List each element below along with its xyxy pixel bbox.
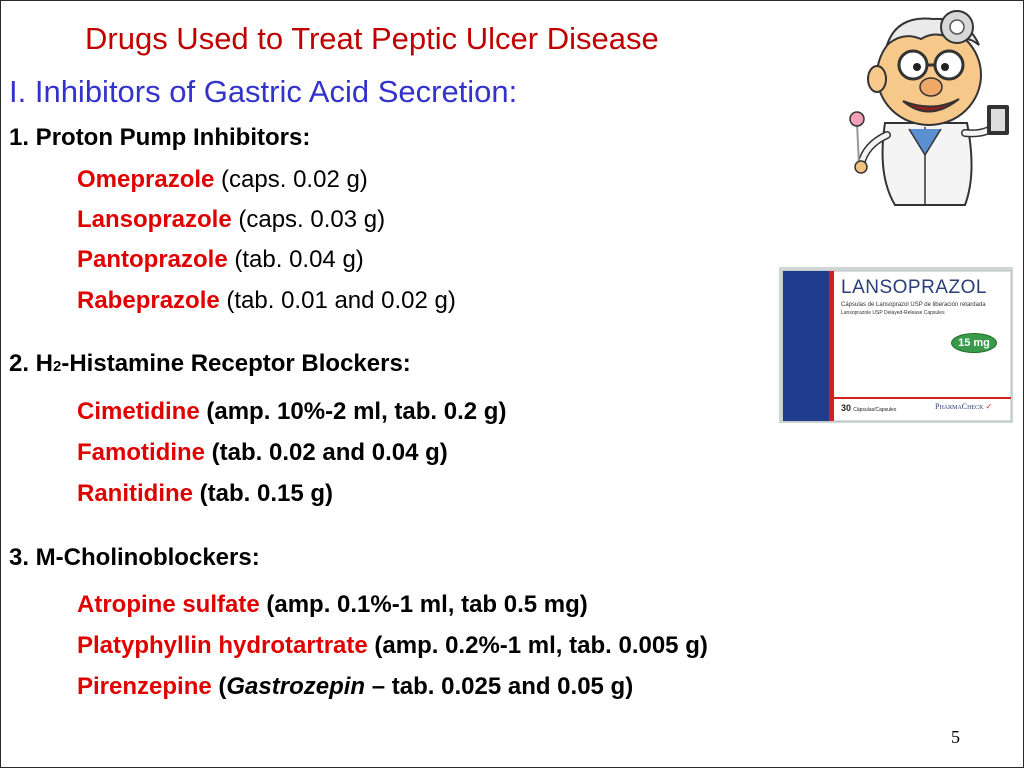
drug-item xyxy=(77,400,506,424)
drug-detail: (amp. 0.1%-1 ml, tab 0.5 mg) xyxy=(259,591,588,618)
drug-item xyxy=(77,675,633,699)
section-heading-h2 xyxy=(9,352,411,376)
drug-item xyxy=(77,593,588,617)
drug-item xyxy=(77,482,333,506)
drug-name: Famotidine xyxy=(77,439,206,466)
slide-subtitle: I. Inhibitors of Gastric Acid Secretion: xyxy=(9,74,518,109)
heading-text: -Histamine Receptor Blockers: xyxy=(61,350,411,377)
section-heading-m-cholino: 3. M-Cholinoblockers: xyxy=(9,544,260,571)
drug-brand: Gastrozepin xyxy=(226,673,366,700)
check-icon: ✓ xyxy=(985,402,993,411)
doctor-cartoon-illustration xyxy=(837,5,1017,211)
drug-detail-open: ( xyxy=(211,673,227,700)
drug-item xyxy=(77,248,364,272)
package-maker: PharmaCheck xyxy=(935,402,984,411)
heading-text: 2. H xyxy=(9,350,54,377)
drug-item xyxy=(77,168,368,192)
package-brand: LANSOPRAZOL xyxy=(841,277,987,298)
package-count-row xyxy=(841,403,896,413)
lansoprazol-package-image xyxy=(779,267,1013,423)
section-heading-ppi: 1. Proton Pump Inhibitors: xyxy=(9,124,311,151)
package-maker-row xyxy=(935,402,992,411)
drug-name: Rabeprazole xyxy=(77,287,220,314)
package-count: 30 xyxy=(841,403,852,413)
drug-item xyxy=(77,208,385,232)
drug-name: Platyphyllin hydrotartrate xyxy=(77,632,368,659)
package-dose: 15 mg xyxy=(958,337,990,349)
heading-subscript: 2 xyxy=(53,358,62,375)
drug-name: Pantoprazole xyxy=(77,246,228,273)
drug-detail: (caps. 0.03 g) xyxy=(231,206,386,233)
drug-detail: (tab. 0.02 and 0.04 g) xyxy=(205,439,448,466)
drug-detail: (amp. 10%-2 ml, tab. 0.2 g) xyxy=(199,398,507,425)
slide-title: Drugs Used to Treat Peptic Ulcer Disease xyxy=(85,21,659,56)
page-number: 5 xyxy=(951,727,960,747)
drug-name: Pirenzepine xyxy=(77,673,212,700)
drug-item xyxy=(77,289,456,313)
package-desc-2: Lansoprazole USP Delayed-Release Capsules xyxy=(841,310,945,316)
drug-detail: (tab. 0.15 g) xyxy=(193,480,334,507)
drug-name: Lansoprazole xyxy=(77,206,232,233)
drug-item xyxy=(77,441,448,465)
drug-item xyxy=(77,634,708,658)
drug-name: Omeprazole xyxy=(77,166,215,193)
package-count-label: Cápsulas/Capsules xyxy=(853,407,897,413)
drug-name: Cimetidine xyxy=(77,398,200,425)
drug-name: Atropine sulfate xyxy=(77,591,260,618)
drug-detail: – tab. 0.025 and 0.05 g) xyxy=(365,673,634,700)
drug-detail: (caps. 0.02 g) xyxy=(214,166,368,193)
drug-detail: (tab. 0.01 and 0.02 g) xyxy=(219,287,456,314)
package-dose-badge xyxy=(951,333,997,353)
drug-name: Ranitidine xyxy=(77,480,194,507)
drug-detail: (tab. 0.04 g) xyxy=(227,246,364,273)
package-desc-1: Cápsulas de Lansoprazol USP de liberación retardada xyxy=(841,302,986,308)
drug-detail: (amp. 0.2%-1 ml, tab. 0.005 g) xyxy=(367,632,708,659)
